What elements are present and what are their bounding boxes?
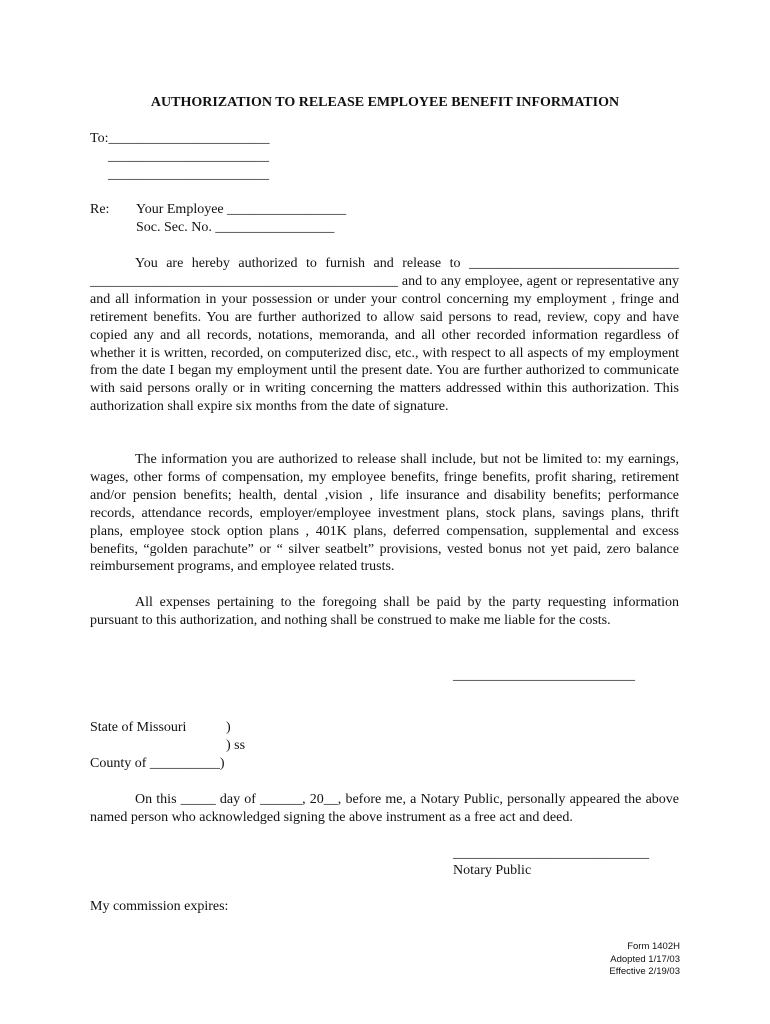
commission-expires: My commission expires: [90,899,229,914]
state-of-missouri: State of Missouri [90,720,187,735]
notary-signature-line: ____________________________ [453,846,649,861]
expenses-paragraph [90,594,679,630]
scope-paragraph [90,451,679,576]
scope-text: The information you are authorized to release shall include, but not be limited to: my earnings, wages, other forms of compensation, my employee benefits, fringe benefits, profit sharing, retirement and/or pension benefits; health, dental ,vision , life insurance and disability benefits; performance records, attendance records, employer/employee investment plans, stock plans, savings plans, thrift plans, employee stock option plans , 401K plans, deferred compensation, supplemental and excess benefits, “golden parachute” or “ silver seatbelt” provisions, vested bonus not yet paid, zero balance reimbursement programs, and employee related trusts. [90,452,679,575]
notary-text: On this _____ day of ______, 20__, before me, a Notary Public, personally appeared the above named person who acknowledged signing the above instrument as a free act and deed. [90,792,679,825]
to-line-3: _______________________ [108,167,269,182]
authorization-text: You are hereby authorized to furnish and release to ______________________________ ____________________________________________ and to any employee, agent or representative any and all information in your possession or under your control concerning my employment , fringe and retirement benefits. You are further authorized to allow said persons to read, review, copy and have copied any and all records, notations, memoranda, and all other recorded information regardless of whether it is written, recorded, on computerized disc, etc., with respect to all aspects of my employment from the date I began my employment until the present date. You are further authorized to communicate with said persons orally or in writing concerning the matters addressed within this authorization. This authorization shall expire six months from the date of signature. [90,256,679,415]
re-employee-line: Your Employee _________________ [136,202,347,217]
re-ssn-line: Soc. Sec. No. _________________ [136,220,335,235]
signature-line: __________________________ [453,668,635,683]
form-footer [609,941,680,979]
venue-paren: ) [226,720,231,735]
expenses-text: All expenses pertaining to the foregoing shall be paid by the party requesting information pursuant to this authorization, and nothing shall be construed to make me liable for the costs. [90,595,679,628]
to-line-2: _______________________ [108,149,269,164]
to-line-1: To:_______________________ [90,131,270,146]
re-label: Re: [90,202,110,217]
effective-date: Effective 2/19/03 [609,966,680,977]
authorization-paragraph [90,255,679,416]
notary-paragraph [90,791,679,827]
form-number: Form 1402H [627,941,680,952]
county-line: County of __________) [90,756,225,771]
adopted-date: Adopted 1/17/03 [610,953,680,965]
notary-public-label: Notary Public [453,863,532,878]
venue-ss: ) ss [226,738,246,753]
document-title: AUTHORIZATION TO RELEASE EMPLOYEE BENEFIT INFORMATION [150,95,620,110]
